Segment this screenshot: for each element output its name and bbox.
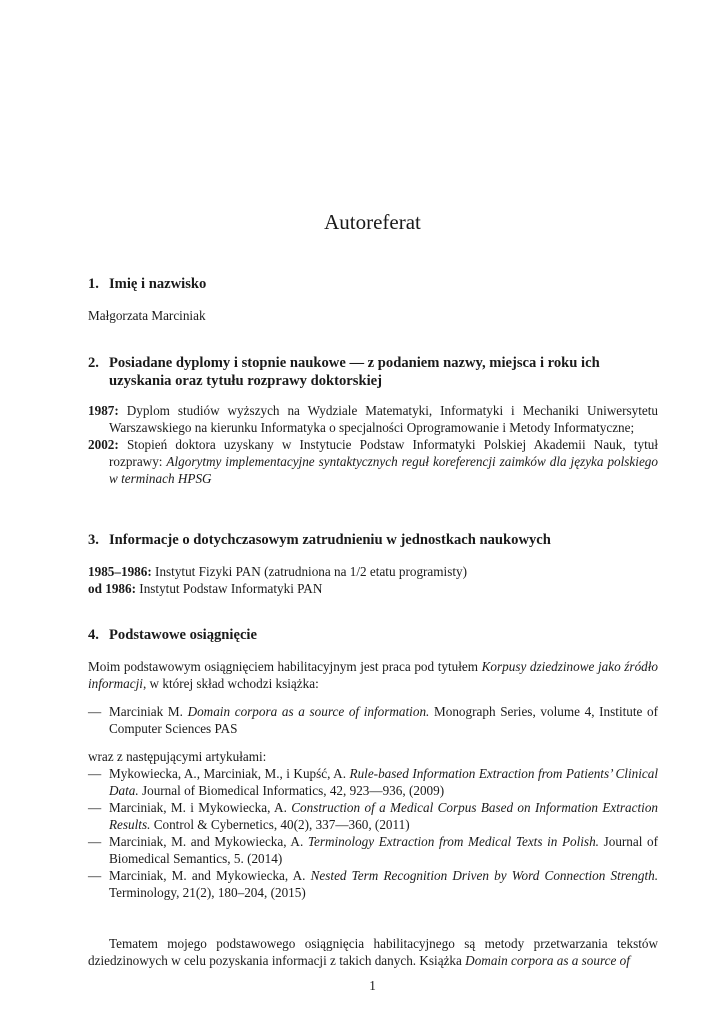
page-number: 1	[369, 978, 376, 993]
section-4	[88, 626, 658, 969]
employment-list	[88, 563, 658, 597]
section-heading: 2. Posiadane dyplomy i stopnie naukowe — z podaniem nazwy, miejsca i roku ich uzyskania oraz tytułu rozprawy doktorskiej	[88, 355, 600, 389]
list-item: — Marciniak, M. i Mykowiecka, A. Construction of a Medical Corpus Based on Information Extraction Results. Control & Cybernetics, 40(2), 337—360, (2011)	[88, 800, 659, 832]
section-2	[88, 354, 658, 487]
section-heading: 3. Informacje o dotychczasowym zatrudnieniu w jednostkach naukowych	[88, 532, 551, 548]
document-title: Autoreferat	[324, 210, 421, 234]
section-heading: 1. Imię i nazwisko	[88, 276, 207, 292]
list-item: — Marciniak, M. and Mykowiecka, A. Terminology Extraction from Medical Texts in Polish. Journal of Biomedical Semantics, 5. (2014)	[88, 834, 659, 866]
section-1	[88, 275, 658, 324]
book-item: — Marciniak M. Domain corpora as a source of information. Monograph Series, volume 4, Institute of Computer Sciences PAS	[88, 704, 659, 736]
achievement-intro: Moim podstawowym osiągnięciem habilitacyjnym jest praca pod tytułem Korpusy dziedzinowe jako źródło informacji, w której skład wchodzi książka:	[88, 659, 659, 691]
degrees-list	[88, 402, 658, 487]
dissertation-title: Algorytmy implementacyjne syntaktycznych reguł koreferencji zaimków dla języka polskiego w terminach HPSG	[109, 454, 658, 486]
closing-paragraph: Tematem mojego podstawowego osiągnięcia habilitacyjnego są metody przetwarzania tekstów dziedzinowych w celu pozyskania informacji z takich danych. Książka Domain corpora as a source of	[88, 936, 658, 968]
articles-intro: wraz z następującymi artykułami:	[88, 749, 267, 764]
employment-entry: 1985–1986: Instytut Fizyki PAN (zatrudniona na 1/2 etatu programisty)	[88, 564, 467, 579]
author-name: Małgorzata Marciniak	[88, 308, 206, 323]
section-3	[88, 531, 658, 597]
degree-entry: 1987: Dyplom studiów wyższych na Wydziale Matematyki, Informatyki i Mechaniki Uniwersytetu Warszawskiego na kierunku Informatyka o specjalności Oprogramowanie i Metody Informatyczne;	[88, 403, 658, 435]
section-heading: 4. Podstawowe osiągnięcie	[88, 627, 257, 643]
articles-list	[88, 765, 658, 901]
list-item: — Mykowiecka, A., Marciniak, M., i Kupść, A. Rule-based Information Extraction from Patients’ Clinical Data. Journal of Biomedical Informatics, 42, 923—936, (2009)	[88, 766, 659, 798]
employment-entry: od 1986: Instytut Podstaw Informatyki PAN	[88, 581, 323, 596]
list-item: — Marciniak, M. and Mykowiecka, A. Nested Term Recognition Driven by Word Connection Strength. Terminology, 21(2), 180–204, (2015)	[88, 868, 658, 900]
degree-entry: 2002: Stopień doktora uzyskany w Instytucie Podstaw Informatyki Polskiej Akademii Nauk, tytuł rozprawy: Algorytmy implementacyjne syntaktycznych reguł koreferencji zaimków dla języka polskiego w terminach HPSG	[88, 437, 658, 486]
